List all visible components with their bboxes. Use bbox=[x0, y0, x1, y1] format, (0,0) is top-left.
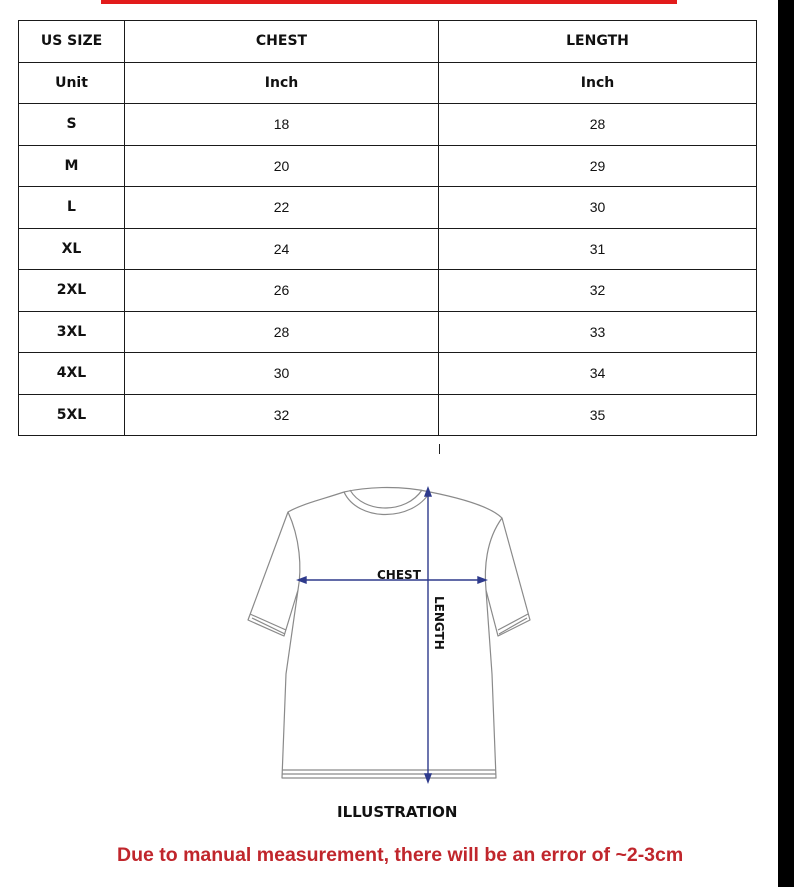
chest-cell: 30 bbox=[125, 353, 439, 395]
length-cell: 32 bbox=[439, 270, 757, 312]
table-row bbox=[19, 145, 757, 187]
size-cell: 4XL bbox=[19, 353, 125, 395]
table-row bbox=[19, 353, 757, 395]
chest-cell: 28 bbox=[125, 311, 439, 353]
chest-cell: 22 bbox=[125, 187, 439, 229]
table-row bbox=[19, 187, 757, 229]
size-cell: M bbox=[19, 145, 125, 187]
tshirt-outline bbox=[248, 492, 530, 778]
unit-label: Unit bbox=[19, 62, 125, 104]
illustration-caption: ILLUSTRATION bbox=[337, 803, 458, 821]
header-us-size: US SIZE bbox=[19, 21, 125, 63]
size-chart-table bbox=[18, 20, 757, 436]
right-edge-bar bbox=[778, 0, 794, 887]
length-cell: 33 bbox=[439, 311, 757, 353]
size-cell: XL bbox=[19, 228, 125, 270]
chest-cell: 18 bbox=[125, 104, 439, 146]
table-row bbox=[19, 228, 757, 270]
table-row bbox=[19, 104, 757, 146]
length-cell: 34 bbox=[439, 353, 757, 395]
length-arrow bbox=[425, 488, 431, 782]
size-cell: L bbox=[19, 187, 125, 229]
chest-cell: 32 bbox=[125, 394, 439, 436]
chest-cell: 26 bbox=[125, 270, 439, 312]
unit-length: Inch bbox=[439, 62, 757, 104]
top-accent-bar bbox=[101, 0, 677, 4]
tshirt-illustration bbox=[240, 478, 540, 788]
measurement-note: Due to manual measurement, there will be an error of ~2-3cm bbox=[117, 844, 684, 866]
table-tick-mark bbox=[439, 444, 440, 454]
size-cell: 3XL bbox=[19, 311, 125, 353]
table-row bbox=[19, 270, 757, 312]
size-cell: 2XL bbox=[19, 270, 125, 312]
header-length: LENGTH bbox=[439, 21, 757, 63]
header-chest: CHEST bbox=[125, 21, 439, 63]
length-label: LENGTH bbox=[432, 596, 446, 650]
length-cell: 30 bbox=[439, 187, 757, 229]
size-cell: S bbox=[19, 104, 125, 146]
unit-row bbox=[19, 62, 757, 104]
length-cell: 28 bbox=[439, 104, 757, 146]
chest-cell: 24 bbox=[125, 228, 439, 270]
chest-cell: 20 bbox=[125, 145, 439, 187]
table-row bbox=[19, 311, 757, 353]
unit-chest: Inch bbox=[125, 62, 439, 104]
chest-label: CHEST bbox=[377, 568, 421, 582]
header-row bbox=[19, 21, 757, 63]
table-row bbox=[19, 394, 757, 436]
length-cell: 29 bbox=[439, 145, 757, 187]
length-cell: 35 bbox=[439, 394, 757, 436]
length-cell: 31 bbox=[439, 228, 757, 270]
size-cell: 5XL bbox=[19, 394, 125, 436]
